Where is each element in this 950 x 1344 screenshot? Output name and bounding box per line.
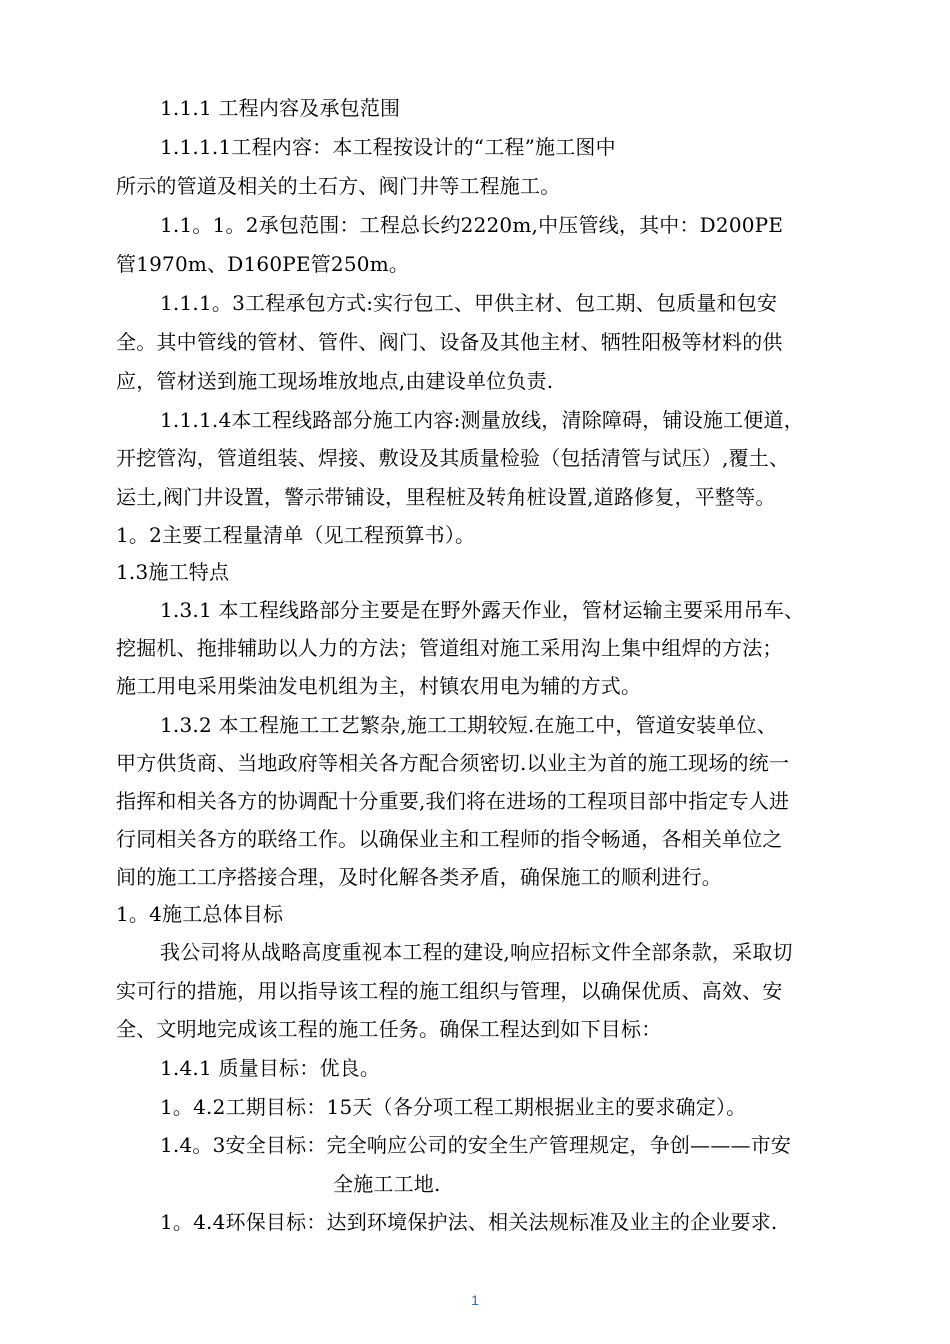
page-number: 1: [471, 1292, 479, 1308]
paragraph-line: 行同相关各方的联络工作。以确保业主和工程师的指令畅通，各相关单位之: [116, 827, 783, 851]
paragraph-line: 1。4.4环保目标：达到环境保护法、相关法规标准及业主的企业要求.: [160, 1210, 778, 1234]
paragraph-line: 我公司将从战略高度重视本工程的建设,响应招标文件全部条款，采取切: [160, 940, 793, 964]
paragraph-line: 甲方供货商、当地政府等相关各方配合须密切.以业主为首的施工现场的统一: [116, 751, 790, 775]
paragraph-line: 1.1。1。2承包范围：工程总长约2220m,中压管线，其中：D200PE: [160, 213, 784, 237]
paragraph-line: 1.1.1.1工程内容：本工程按设计的“工程”施工图中: [160, 135, 616, 159]
paragraph-line: 1.4。3安全目标：完全响应公司的安全生产管理规定，争创———市安: [160, 1133, 792, 1157]
paragraph-line: 施工用电采用柴油发电机组为主，村镇农用电为辅的方式。: [116, 674, 642, 698]
paragraph-line: 全、文明地完成该工程的施工任务。确保工程达到如下目标：: [116, 1017, 662, 1041]
paragraph-line: 所示的管道及相关的土石方、阀门井等工程施工。: [116, 174, 561, 198]
heading-1-3: 1.3施工特点: [116, 560, 230, 584]
paragraph-line: 实可行的措施，用以指导该工程的施工组织与管理，以确保优质、高效、安: [116, 979, 783, 1003]
paragraph-line: 运土,阀门井设置，警示带铺设，里程桩及转角桩设置,道路修复，平整等。: [116, 485, 776, 509]
heading-1-1-1: 1.1.1 工程内容及承包范围: [160, 96, 401, 120]
paragraph-line: 管1970m、D160PE管250m。: [116, 252, 410, 276]
paragraph-line: 1.1.1。3工程承包方式:实行包工、甲供主材、包工期、包质量和包安: [160, 291, 778, 315]
paragraph-line: 间的施工工序搭接合理，及时化解各类矛盾，确保施工的顺利进行。: [116, 865, 722, 889]
paragraph-line: 1.4.1 质量目标：优良。: [160, 1056, 381, 1080]
paragraph-line: 应，管材送到施工现场堆放地点,由建设单位负责.: [116, 369, 554, 393]
paragraph-line: 1.1.1.4本工程线路部分施工内容:测量放线，清除障碍，铺设施工便道，: [160, 408, 804, 432]
paragraph-line: 全施工工地.: [333, 1172, 441, 1196]
paragraph-line: 1.3.2 本工程施工工艺繁杂,施工工期较短.在施工中，管道安装单位、: [160, 713, 777, 737]
paragraph-line: 1.3.1 本工程线路部分主要是在野外露天作业，管材运输主要采用吊车、: [160, 598, 805, 622]
heading-1-2: 1。2主要工程量清单（见工程预算书）。: [116, 523, 476, 547]
paragraph-line: 全。其中管线的管材、管件、阀门、设备及其他主材、牺牲阳极等材料的供: [116, 330, 783, 354]
heading-1-4: 1。4施工总体目标: [116, 902, 284, 926]
paragraph-line: 挖掘机、拖排辅助以人力的方法；管道组对施工采用沟上集中组焊的方法；: [116, 636, 783, 660]
paragraph-line: 指挥和相关各方的协调配十分重要,我们将在进场的工程项目部中指定专人进: [116, 789, 790, 813]
paragraph-line: 开挖管沟，管道组装、焊接、敷设及其质量检验（包括清管与试压）,覆土、: [116, 446, 790, 470]
paragraph-line: 1。4.2工期目标：15天（各分项工程工期根据业主的要求确定）。: [160, 1095, 747, 1119]
